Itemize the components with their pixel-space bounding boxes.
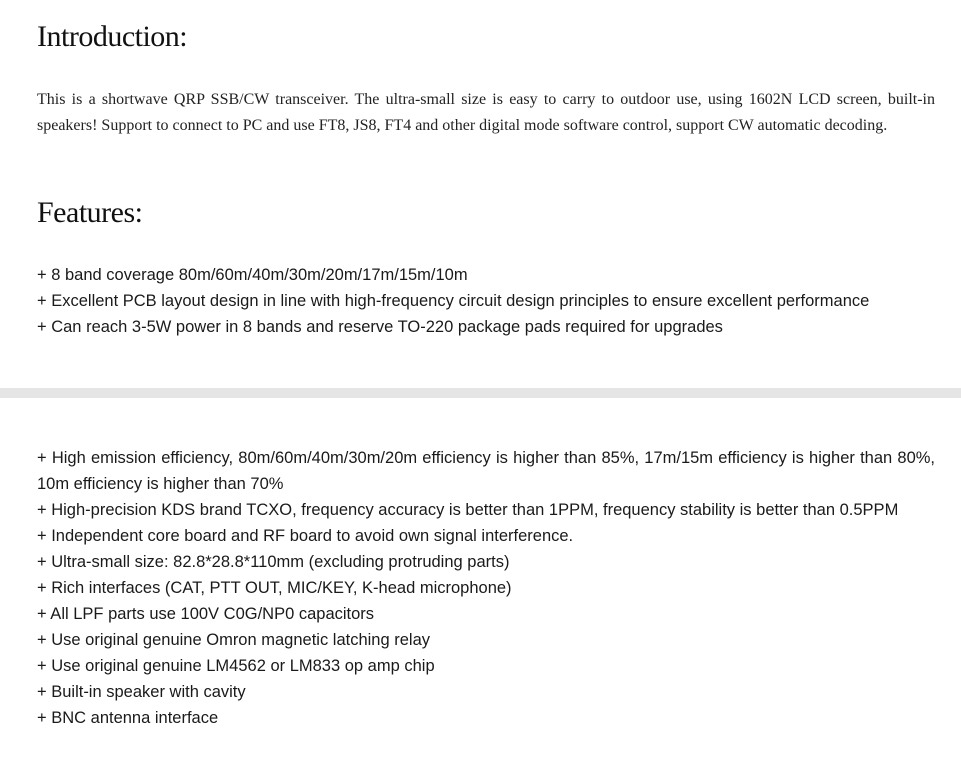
feature-item: + Independent core board and RF board to avoid own signal interference. (37, 527, 574, 545)
feature-item: + Rich interfaces (CAT, PTT OUT, MIC/KEY, K-head microphone) (37, 579, 512, 597)
feature-item: + Use original genuine Omron magnetic latching relay (37, 631, 431, 649)
feature-item: + Can reach 3-5W power in 8 bands and reserve TO-220 package pads required for upgrades (37, 318, 723, 336)
section-divider (0, 388, 961, 398)
introduction-text: This is a shortwave QRP SSB/CW transceiver. The ultra-small size is easy to carry to outdoor use, using 1602N LCD screen, built-in speakers! Support to connect to PC and use FT8, JS8, FT4 and other digital mode software control, support CW automatic decoding. (37, 91, 935, 134)
feature-item: + Ultra-small size: 82.8*28.8*110mm (excluding protruding parts) (37, 553, 510, 571)
feature-list-top (37, 262, 935, 340)
feature-item: + Use original genuine LM4562 or LM833 op amp chip (37, 657, 435, 675)
features-heading: Features: (37, 196, 143, 229)
feature-item: + High emission efficiency, 80m/60m/40m/30m/20m efficiency is higher than 85%, 17m/15m efficiency is higher than 80%, 10m efficiency is higher than 70% (37, 449, 935, 493)
feature-item: + Excellent PCB layout design in line with high-frequency circuit design principles to ensure excellent performance (37, 292, 870, 310)
introduction-heading: Introduction: (37, 20, 188, 53)
feature-item: + High-precision KDS brand TCXO, frequency accuracy is better than 1PPM, frequency stability is better than 0.5PPM (37, 501, 899, 519)
feature-item: + 8 band coverage 80m/60m/40m/30m/20m/17m/15m/10m (37, 266, 468, 284)
feature-item: + Built-in speaker with cavity (37, 683, 246, 701)
feature-list-bottom (37, 445, 935, 731)
feature-item: + All LPF parts use 100V C0G/NP0 capacitors (37, 605, 375, 623)
feature-item: + BNC antenna interface (37, 709, 219, 727)
